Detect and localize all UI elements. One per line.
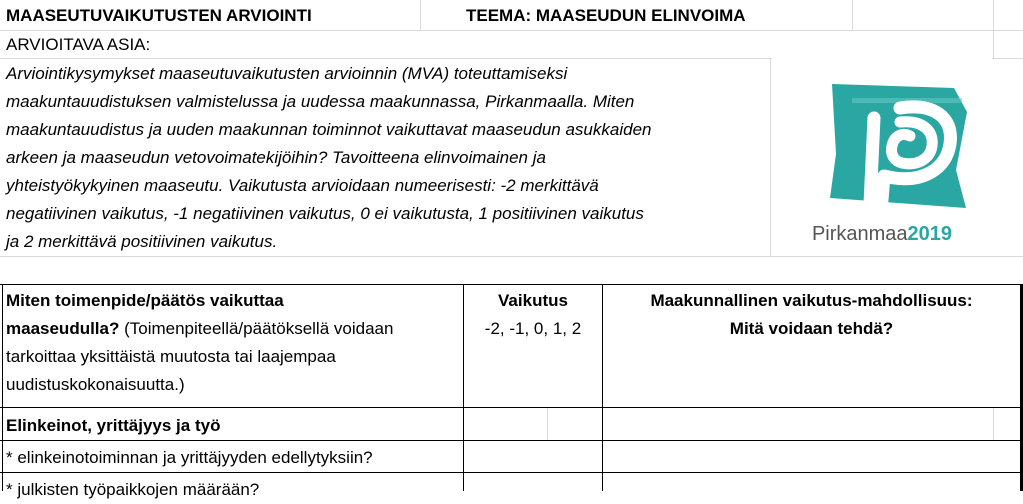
col2-scale: -2, -1, 0, 1, 2 <box>484 319 582 338</box>
col1-header-line-4: uudistuskokonaisuutta.) <box>6 375 185 394</box>
section-title: Elinkeinot, yrittäjyys ja työ <box>6 416 221 435</box>
col1-header-text: (Toimenpiteellä/päätöksellä voidaan <box>119 319 394 338</box>
title-left: MAASEUTUVAIKUTUSTEN ARVIOINTI <box>6 6 312 25</box>
description-line: ja 2 merkittävä positiivinen vaikutus. <box>6 232 278 251</box>
col3-header-line-1: Maakunnallinen vaikutus-mahdollisuus: <box>650 291 973 310</box>
description-line: arkeen ja maaseudun vetovoimatekijöihin? Tavoitteena elinvoimainen ja <box>6 148 546 167</box>
table-border <box>2 284 3 491</box>
gridline <box>770 58 771 256</box>
pirkanmaa-p-icon <box>772 58 992 218</box>
title-right: TEEMA: MAASEUDUN ELINVOIMA <box>466 6 746 25</box>
table-border <box>0 407 1023 408</box>
col3-header-line-2: Mitä voidaan tehdä? <box>729 319 894 338</box>
logo-name: Pirkanmaa <box>811 223 908 245</box>
pirkanmaa-logo <box>772 58 992 253</box>
table-row: * elinkeinotoiminnan ja yrittäjyyden edellytyksiin? <box>6 448 373 467</box>
logo-year: 2019 <box>907 223 953 245</box>
description-line: negatiivinen vaikutus, -1 negatiivinen vaikutus, 0 ei vaikutusta, 1 positiivinen vaikutus <box>6 204 644 223</box>
table-border <box>0 472 1023 473</box>
gridline <box>993 408 994 440</box>
gridline <box>993 0 994 58</box>
gridline <box>547 408 548 440</box>
col2-header: Vaikutus <box>498 291 568 310</box>
table-border <box>0 284 1023 285</box>
col1-header-line-1 <box>6 287 284 315</box>
gridline <box>852 0 853 30</box>
table-row: * julkisten työpaikkojen määrään? <box>6 480 260 499</box>
gridline <box>420 0 421 30</box>
col1-header-bold: maaseudulla? <box>6 319 120 338</box>
col1-header-line-3: tarkoittaa yksittäistä muutosta tai laajempaa <box>6 347 336 366</box>
description-line: maakuntauudistuksen valmistelussa ja uudessa maakunnassa, Pirkanmaalla. Miten <box>6 92 635 111</box>
description-line: maakuntauudistus ja uuden maakunnan toiminnot vaikuttavat maaseudun asukkaiden <box>6 120 652 139</box>
gridline <box>0 30 1023 31</box>
col1-header-bold: Miten toimenpide/päätös vaikuttaa <box>6 291 284 310</box>
table-border <box>0 440 1023 441</box>
description-line: Arviointikysymykset maaseutuvaikutusten arvioinnin (MVA) toteuttamiseksi <box>6 64 568 83</box>
description-line: yhteistyökykyinen maaseutu. Vaikutusta arvioidaan numeerisesti: -2 merkittävä <box>6 176 599 195</box>
col1-header-line-2 <box>6 315 393 343</box>
subject-label: ARVIOITAVA ASIA: <box>6 35 151 54</box>
gridline <box>0 256 1023 257</box>
